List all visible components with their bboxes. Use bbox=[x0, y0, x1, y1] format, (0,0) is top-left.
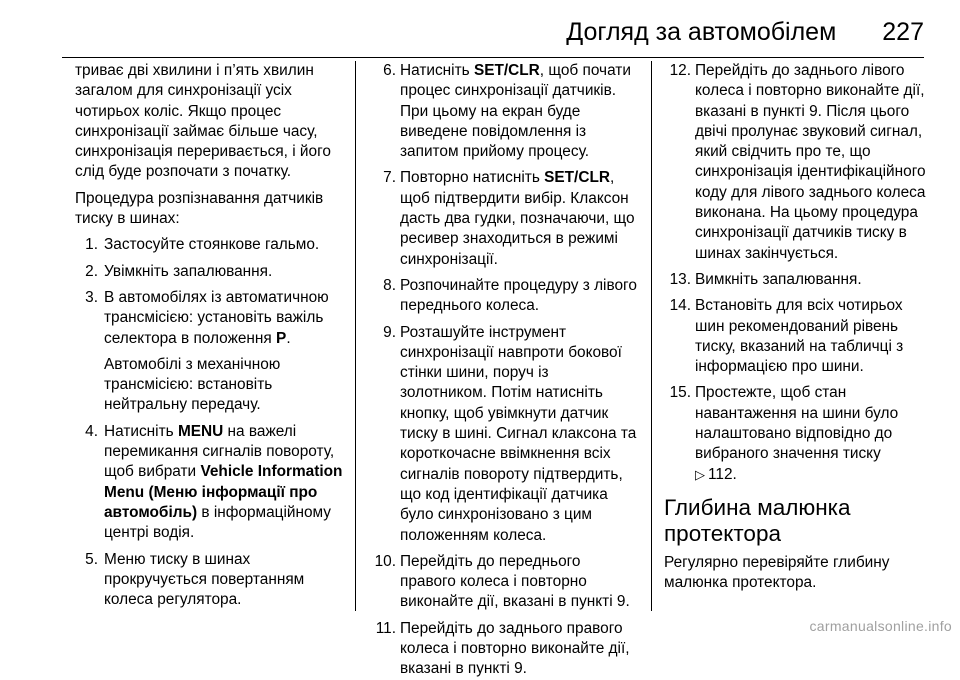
item-text: Вимкніть запалювання. bbox=[695, 270, 862, 288]
list-item bbox=[75, 422, 345, 544]
text-run: , щоб підтвердити вибір. Клаксон дасть два гудки, позначаючи, що ресивер знаходиться в режимі синхронізації. bbox=[400, 169, 635, 268]
item-text: Увімкніть запалювання. bbox=[104, 262, 273, 280]
item-number: 9. bbox=[383, 323, 396, 341]
text-run: Повторно натисніть bbox=[400, 169, 545, 187]
text-run: на важелі перемикання сигналів повороту, щоб вибрати bbox=[104, 422, 335, 481]
watermark: carmanualsonline.info bbox=[809, 618, 952, 634]
button-name: MENU bbox=[177, 422, 224, 440]
item-number: 7. bbox=[383, 169, 396, 187]
list-item bbox=[664, 270, 929, 290]
item-text bbox=[104, 422, 345, 544]
gear-position: P bbox=[276, 329, 287, 347]
paragraph: триває дві хвилини і п’ять хвилин загалом для синхронізації усіх чотирьох коліс. Якщо процес синхронізації займає більше часу, синхронізація переривається, і його слід буде розпочати з початку. bbox=[75, 62, 331, 181]
steps-list bbox=[664, 61, 929, 485]
list-item bbox=[75, 550, 345, 611]
column-divider bbox=[355, 61, 356, 611]
steps-list bbox=[75, 235, 345, 610]
text-run: В автомобілях із автоматичною трансмісією: установіть важіль селектора в положення bbox=[104, 288, 329, 347]
text-run: Натисніть bbox=[104, 422, 178, 440]
menu-name: Vehicle Information Menu (Меню інформації про автомобіль) bbox=[104, 463, 343, 521]
list-item bbox=[369, 276, 637, 317]
item-number: 11. bbox=[375, 619, 396, 637]
item-text bbox=[400, 168, 637, 269]
section-heading: Глибина малюнка протектора bbox=[664, 494, 851, 546]
column-1 bbox=[75, 61, 345, 611]
item-number: 5. bbox=[85, 550, 98, 568]
item-text: Застосуйте стоянкове гальмо. bbox=[104, 236, 320, 254]
item-text: Перейдіть до заднього лівого колеса і повторно виконайте дії, вказані в пункті 9. Після цього двічі пролунає звуковий сигнал, який свідчить про те, що синхронізація ідентифікаційного коду для лівого заднього колеса виконана. На цьому процедура синхронізації датчиків тиску в шинах закінчується. bbox=[695, 62, 926, 262]
steps-list bbox=[369, 61, 637, 680]
page-reference[interactable]: 112. bbox=[708, 465, 737, 483]
item-text: Розпочинайте процедуру з лівого переднього колеса. bbox=[400, 276, 637, 315]
item-number: 6. bbox=[383, 62, 396, 79]
button-name: SET/CLR bbox=[544, 169, 610, 187]
item-text: Встановіть для всіх чотирьох шин рекомендований рівень тиску, вказаний на табличці з інформацією про шини. bbox=[695, 297, 904, 376]
item-text: Розташуйте інструмент синхронізації навпроти бокової стінки шини, поруч із золотником. Потім натисніть кнопку, щоб увімкнути датчик тиску в шині. Сигнал клаксона та короткочасне ввімкнення всіх сигналів повороту підтвердить, що код ідентифікації датчика було синхронізовано з цим положенням колеса. bbox=[400, 323, 637, 544]
list-item bbox=[75, 288, 345, 416]
list-item bbox=[369, 168, 637, 269]
list-item bbox=[664, 383, 929, 484]
text-run: в інформаційному центрі водія. bbox=[104, 503, 332, 542]
paragraph: Процедура розпізнавання датчиків тиску в шинах: bbox=[75, 189, 324, 228]
text-run: Простежте, щоб стан навантаження на шини було налаштовано відповідно до вибраного значення тиску bbox=[695, 384, 899, 463]
text-run: Натисніть bbox=[400, 62, 474, 79]
list-item bbox=[369, 323, 637, 546]
item-number: 13. bbox=[669, 270, 691, 288]
page-header bbox=[0, 18, 924, 54]
item-text bbox=[104, 288, 345, 349]
header-rule bbox=[62, 57, 924, 58]
item-number: 3. bbox=[85, 288, 98, 306]
list-item bbox=[75, 262, 345, 282]
column-divider bbox=[651, 61, 652, 611]
item-number: 8. bbox=[383, 276, 396, 294]
list-item bbox=[664, 296, 929, 377]
item-number: 14. bbox=[669, 297, 691, 315]
list-item bbox=[75, 235, 345, 255]
item-number: 12. bbox=[669, 62, 691, 79]
text-run: , щоб почати процес синхронізації датчиків. При цьому на екран буде виведене повідомлення із запитом прийому процесу. bbox=[400, 62, 631, 161]
list-item bbox=[664, 61, 929, 264]
item-number: 15. bbox=[669, 384, 691, 402]
button-name: SET/CLR bbox=[473, 62, 540, 79]
item-subtext: Автомобілі з механічною трансмісією: встановіть нейтральну передачу. bbox=[104, 355, 281, 414]
item-text bbox=[400, 61, 637, 162]
item-body bbox=[104, 288, 345, 416]
item-text bbox=[695, 383, 929, 484]
list-item bbox=[369, 61, 637, 162]
item-text: Меню тиску в шинах прокручується повертанням колеса регулятора. bbox=[104, 550, 305, 609]
page-title: Догляд за автомобілем bbox=[566, 18, 837, 46]
page-reference-arrow-icon: ▷ bbox=[695, 466, 705, 482]
item-text: Перейдіть до заднього правого колеса і повторно виконайте дії, вказані в пункті 9. bbox=[400, 619, 630, 678]
list-item bbox=[369, 619, 637, 680]
item-number: 4. bbox=[85, 422, 98, 440]
page-number: 227 bbox=[882, 18, 924, 46]
item-number: 2. bbox=[85, 262, 98, 280]
item-number: 1. bbox=[85, 236, 98, 254]
text-run: . bbox=[286, 329, 291, 347]
column-2 bbox=[369, 61, 637, 678]
paragraph: Регулярно перевіряйте глибину малюнка протектора. bbox=[664, 553, 890, 592]
item-text: Перейдіть до переднього правого колеса і повторно виконайте дії, вказані в пункті 9. bbox=[400, 552, 630, 611]
column-3 bbox=[664, 61, 929, 611]
list-item bbox=[369, 552, 637, 613]
item-number: 10. bbox=[374, 552, 396, 570]
